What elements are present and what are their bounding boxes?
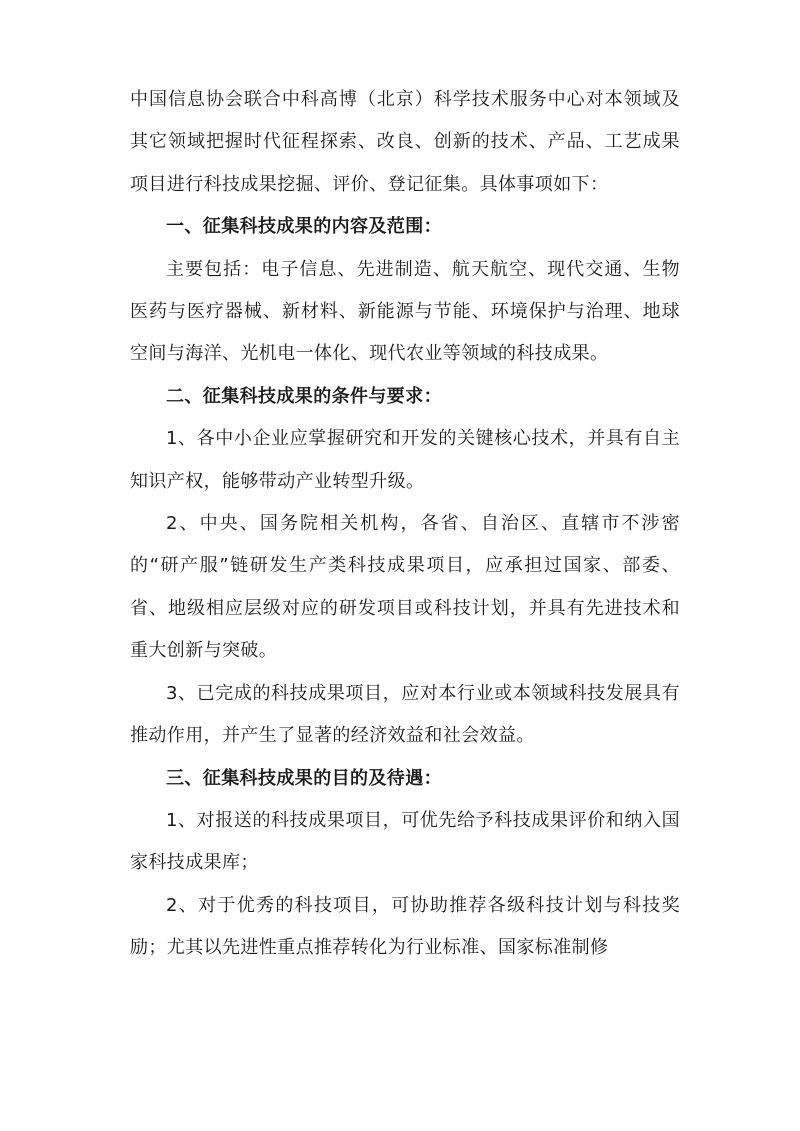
section-2-item-1: 1、各中小企业应掌握研究和开发的关键核心技术，并具有自主知识产权，能够带动产业转型升级。 bbox=[130, 428, 680, 492]
section-2-heading: 二、征集科技成果的条件与要求： bbox=[166, 385, 442, 407]
section-2-item-2: 2、中央、国务院相关机构，各省、自治区、直辖市不涉密的“研产服”链研发生产类科技成果项目，应承担过国家、部委、省、地级相应层级对应的研发项目或科技计划，并具有先进技术和重大创新与突破。 bbox=[130, 513, 680, 662]
section-1-body: 主要包括：电子信息、先进制造、航天航空、现代交通、生物医药与医疗器械、新材料、新能源与节能、环境保护与治理、地球空间与海洋、光机电一体化、现代农业等领域的科技成果。 bbox=[130, 258, 680, 365]
section-1-heading: 一、征集科技成果的内容及范围： bbox=[166, 216, 442, 238]
document-body bbox=[130, 79, 680, 970]
intro-paragraph: 中国信息协会联合中科高博（北京）科学技术服务中心对本领域及其它领域把握时代征程探索、改良、创新的技术、产品、工艺成果项目进行科技成果挖掘、评价、登记征集。具体事项如下： bbox=[130, 89, 680, 195]
section-3-item-2: 2、对于优秀的科技项目，可协助推荐各级科技计划与科技奖励；尤其以先进性重点推荐转化为行业标准、国家标准制修 bbox=[130, 894, 680, 959]
section-3-item-1: 1、对报送的科技成果项目，可优先给予科技成果评价和纳入国家科技成果库； bbox=[130, 809, 680, 874]
section-2-item-3: 3、已完成的科技成果项目，应对本行业或本领域科技发展具有推动作用，并产生了显著的经济效益和社会效益。 bbox=[130, 682, 680, 747]
section-3-heading: 三、征集科技成果的目的及待遇： bbox=[166, 767, 442, 789]
